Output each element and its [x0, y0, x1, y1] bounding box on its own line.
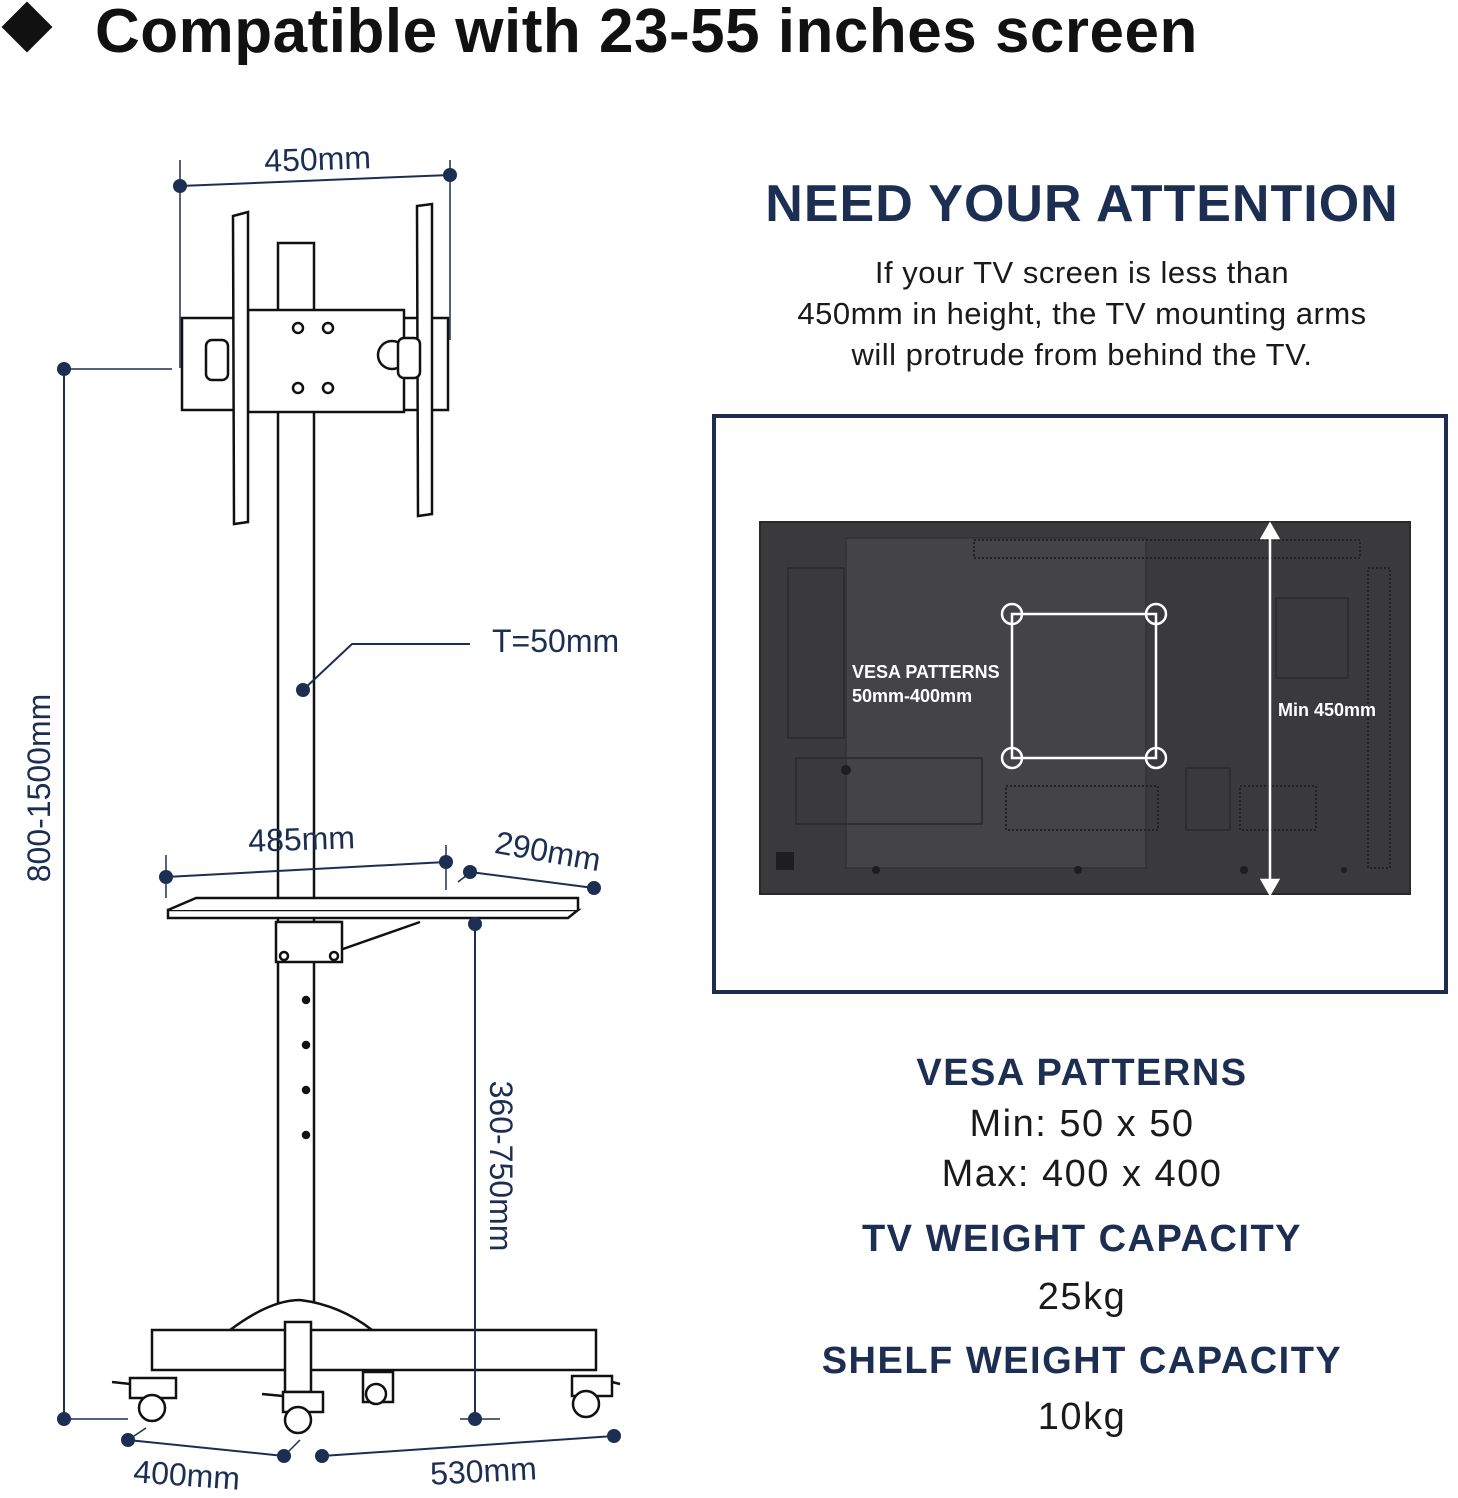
caster-front — [262, 1392, 323, 1433]
left-mount-arm — [233, 212, 248, 524]
base-leg-left — [152, 1330, 298, 1370]
pole-thickness-label: T=50mm — [492, 623, 620, 659]
shelf-width-label: 485mm — [247, 819, 356, 859]
attention-title: NEED YOUR ATTENTION — [765, 175, 1399, 233]
page-title: Compatible with 23-55 inches screen — [95, 0, 1198, 66]
base-leg-right — [300, 1330, 596, 1370]
tv-illustration-frame — [712, 414, 1448, 994]
vesa-label-line-1: VESA PATTERNS — [852, 662, 1000, 682]
shelf-depth-label: 290mm — [492, 824, 604, 879]
base-depth-label: 400mm — [132, 1453, 242, 1497]
vesa-heading: VESA PATTERNS — [916, 1052, 1248, 1094]
attention-line-3: will protrude from behind the TV. — [851, 337, 1313, 372]
shelf — [168, 910, 578, 918]
stand-drawing — [112, 204, 620, 1433]
vesa-max: Max: 400 x 400 — [941, 1153, 1223, 1195]
tv-weight-value: 25kg — [1037, 1276, 1127, 1318]
vesa-min: Min: 50 x 50 — [969, 1103, 1195, 1145]
shelf-weight-heading: SHELF WEIGHT CAPACITY — [821, 1340, 1343, 1382]
bracket-width-label: 450mm — [263, 139, 372, 179]
min-height-label: Min 450mm — [1278, 700, 1377, 720]
attention-line-1: If your TV screen is less than — [874, 255, 1290, 290]
tv-weight-heading: TV WEIGHT CAPACITY — [861, 1218, 1303, 1260]
tv-back-illustration — [716, 418, 1444, 990]
total-height-label: 800-1500mm — [21, 693, 57, 883]
attention-text — [712, 252, 1452, 375]
caster-back — [363, 1372, 393, 1404]
caster-left — [112, 1378, 176, 1421]
caster-right — [572, 1376, 620, 1417]
shelf-height-label: 360-750mm — [483, 1080, 519, 1252]
shelf-weight-value: 10kg — [1037, 1396, 1127, 1438]
attention-line-2: 450mm in height, the TV mounting arms — [797, 296, 1367, 331]
base-width-label: 530mm — [429, 1450, 538, 1492]
vesa-label-line-2: 50mm-400mm — [852, 686, 973, 706]
stand-diagram — [0, 0, 700, 1498]
